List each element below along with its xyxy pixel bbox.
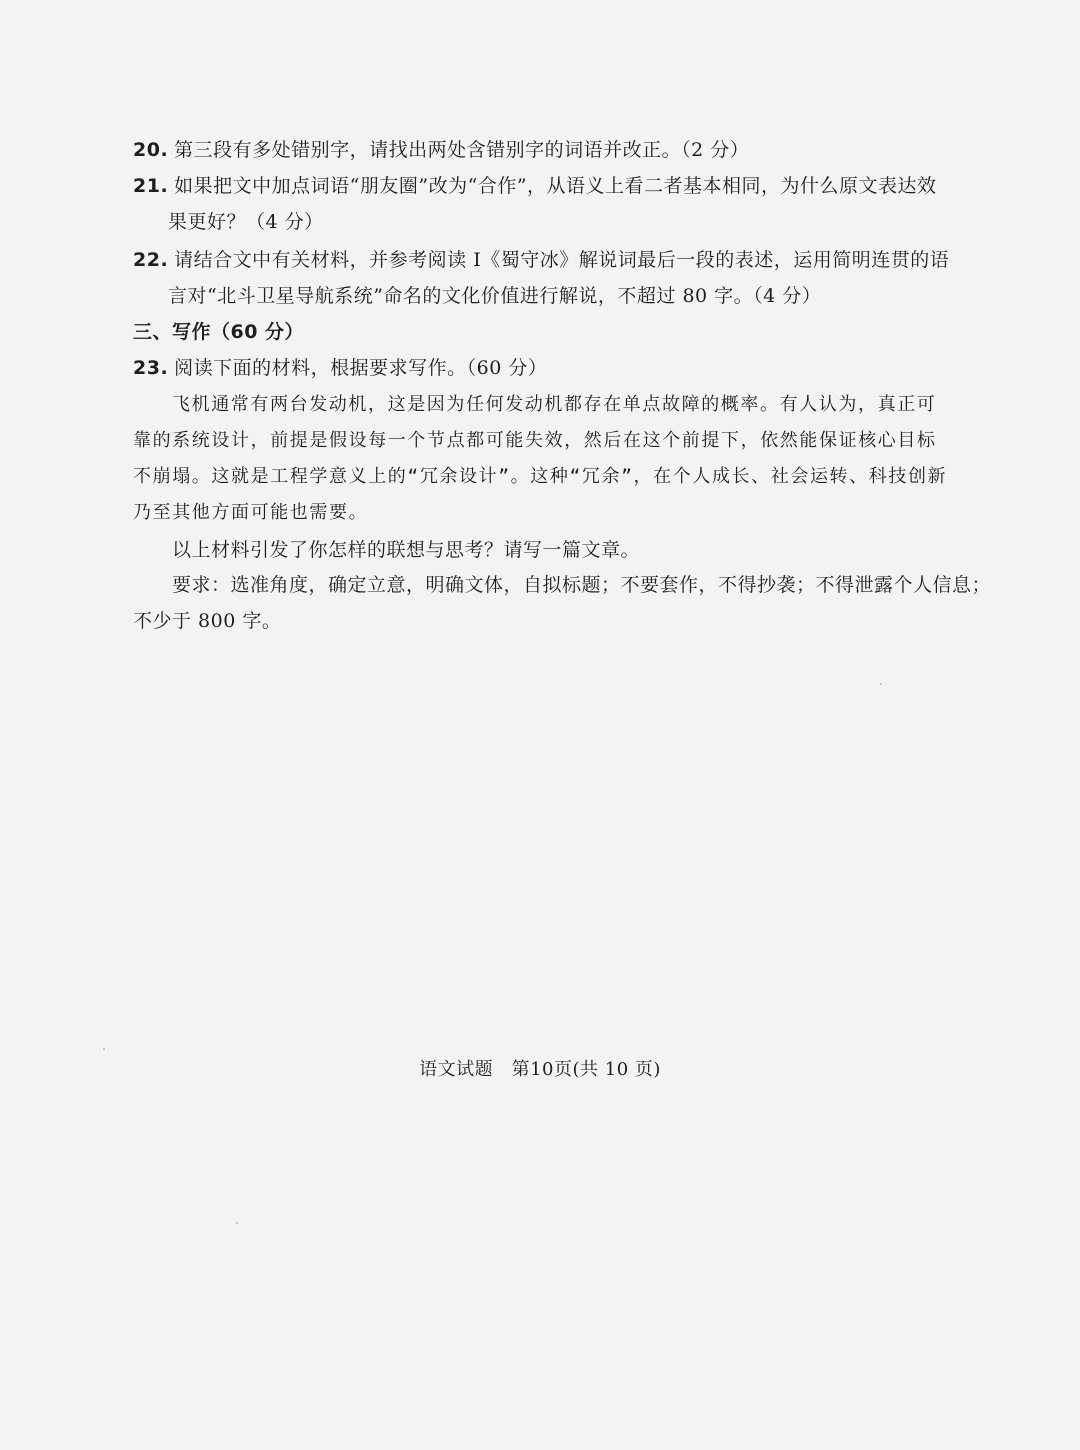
question-21 bbox=[133, 174, 937, 198]
scan-speck bbox=[103, 1048, 105, 1050]
page-footer: 语文试题 第10页(共 10 页) bbox=[419, 1059, 661, 1080]
question-text: 阅读下面的材料，根据要求写作。（60 分） bbox=[174, 357, 548, 379]
question-number: 21. bbox=[133, 175, 169, 197]
requirements-line: 要求：选准角度，确定立意，明确文体，自拟标题；不要套作，不得抄袭；不得泄露个人信息； bbox=[172, 574, 992, 596]
scan-speck bbox=[236, 1222, 238, 1224]
question-text: 言对“北斗卫星导航系统”命名的文化价值进行解说，不超过 80 字。（4 分） bbox=[168, 285, 822, 307]
question-21-cont bbox=[168, 210, 324, 234]
question-text: 第三段有多处错别字，请找出两处含错别字的词语并改正。（2 分） bbox=[174, 139, 750, 161]
question-text: 果更好？（4 分） bbox=[168, 211, 324, 233]
question-22-cont bbox=[168, 284, 821, 308]
question-23 bbox=[133, 356, 547, 380]
material-line: 不崩塌。这就是工程学意义上的“冗余设计”。这种“冗余”，在个人成长、社会运转、科技创新 bbox=[133, 466, 948, 487]
material-line: 飞机通常有两台发动机，这是因为任何发动机都存在单点故障的概率。有人认为，真正可 bbox=[172, 394, 937, 415]
question-number: 22. bbox=[133, 249, 169, 271]
requirements-line: 不少于 800 字。 bbox=[133, 610, 282, 632]
section-heading: 三、写作（60 分） bbox=[133, 321, 305, 343]
question-text: 如果把文中加点词语“朋友圈”改为“合作”，从语义上看二者基本相同，为什么原文表达效 bbox=[174, 175, 937, 197]
question-22 bbox=[133, 248, 949, 272]
writing-question: 以上材料引发了你怎样的联想与思考？请写一篇文章。 bbox=[172, 539, 641, 561]
material-line: 靠的系统设计，前提是假设每一个节点都可能失效，然后在这个前提下，依然能保证核心目标 bbox=[133, 430, 937, 451]
scan-speck bbox=[880, 683, 882, 685]
question-number: 20. bbox=[133, 139, 169, 161]
question-20 bbox=[133, 138, 749, 162]
question-number: 23. bbox=[133, 357, 169, 379]
question-text: 请结合文中有关材料，并参考阅读 I《蜀守冰》解说词最后一段的表述，运用简明连贯的语 bbox=[174, 249, 950, 271]
material-line: 乃至其他方面可能也需要。 bbox=[133, 502, 369, 523]
